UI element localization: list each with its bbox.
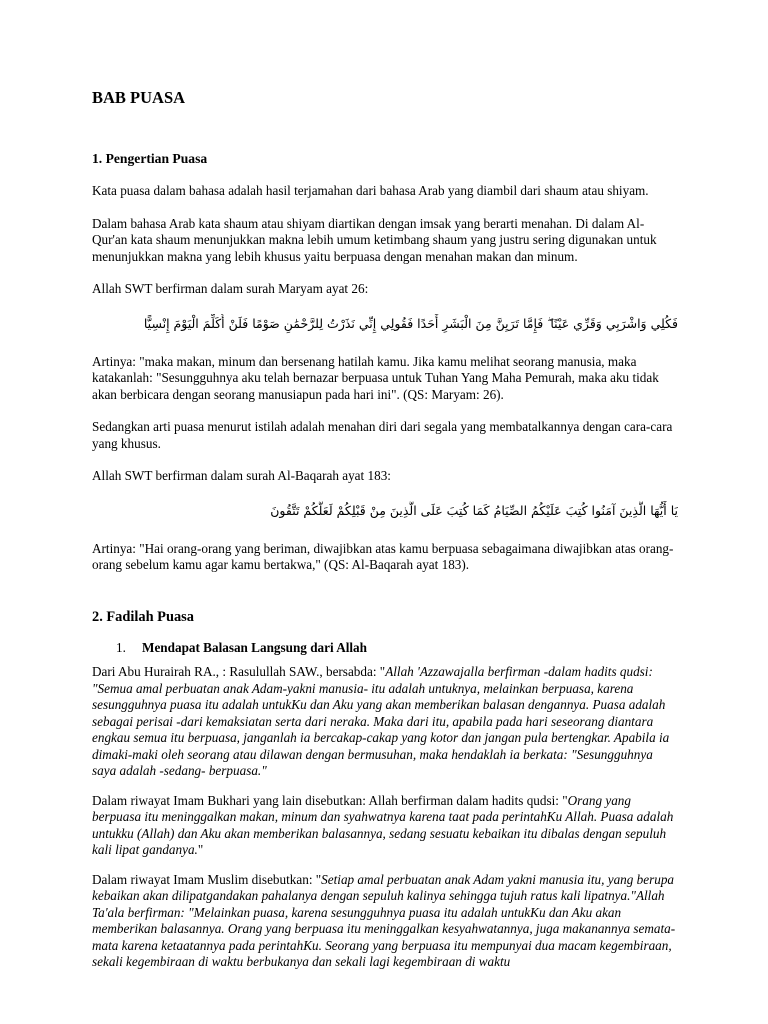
hadith-quote: Orang yang berpuasa itu meninggalkan makan, minum dan syahwatnya karena taat pada perintahKu Allah. Puasa adalah untukku (Allah) dan Aku akan memberikan balasannya, sedang sesuatu kebaikan itu dibalas dengan sepuluh kali lipat gandanya. (92, 792, 674, 857)
hadith-intro: Dari Abu Hurairah RA., : Rasulullah SAW., bersabda: " (92, 664, 386, 679)
hadith-intro: Dalam riwayat Imam Bukhari yang lain disebutkan: Allah berfirman dalam hadits qudsi: " (92, 792, 568, 808)
arabic-verse-baqarah-183: يَا أَيُّهَا الَّذِينَ آمَنُوا كُتِبَ عَلَيْكُمُ الصِّيَامُ كَمَا كُتِبَ عَلَى الَّذِينَ مِنْ قَبْلِكُمْ لَعَلَّكُمْ تَتَّقُونَ (270, 502, 678, 518)
arabic-verse-maryam-26: فَكُلِي وَاشْرَبِي وَقَرِّي عَيْنًا ۖ فَإِمَّا تَرَيِنَّ مِنَ الْبَشَرِ أَحَدًا فَقُولِي إِنِّي نَذَرْتُ لِلرَّحْمَٰنِ صَوْمًا فَلَنْ أُكَلِّمَ الْيَوْمَ إِنْسِيًّا (143, 315, 678, 331)
hadith-quote: Allah 'Azzawajalla berfirman -dalam hadits qudsi: "Semua amal perbuatan anak Adam-yakni manusia- itu adalah untuknya, melainkan berpuasa, karena sesungguhnya puasa itu adalah untukKu dan Aku yang akan memberikan balasan dengannya. Puasa adalah sebagai perisai -dari kemaksiatan serta dari neraka. Maka dari itu, apabila pada hari seseorang diantara engkau semua itu berpuasa, janganlah ia bercakap-cakap yang kotor dan jangan pula bertengkar. Apabila ia dimaki-maki oleh seorang atau dilawan dengan bermusuhan, maka hendaklah ia berkata: "Sesungguhnya saya adalah -sedang- berpuasa." (92, 664, 670, 778)
paragraph: Artinya: "Hai orang-orang yang beriman, diwajibkan atas kamu berpuasa sebagaimana diwajibkan atas orang-orang sebelum kamu agar kamu bertakwa," (QS: Al-Baqarah ayat 183). (92, 540, 674, 572)
paragraph: Allah SWT berfirman dalam surah Maryam ayat 26: (92, 281, 369, 296)
list-item-number: 1. (116, 639, 126, 655)
list-item (92, 640, 678, 657)
numbered-list (92, 640, 678, 657)
page-title: BAB PUASA (92, 88, 186, 107)
spacer (92, 590, 678, 608)
paragraph: Sedangkan arti puasa menurut istilah adalah menahan diri dari segala yang membatalkannya dengan cara-cara yang khusus. (92, 419, 673, 451)
paragraph: Artinya: "maka makan, minum dan bersenang hatilah kamu. Jika kamu melihat seorang manusia, maka katakanlah: "Sesungguhnya aku telah bernazar berpuasa untuk Tuhan Yang Maha Pemurah, maka aku tidak akan berbicara dengan seorang manusiapun pada hari ini". (QS: Maryam: 26). (92, 353, 659, 402)
paragraph: Kata puasa dalam bahasa adalah hasil terjamahan dari bahasa Arab yang diambil dari shaum atau shiyam. (92, 183, 649, 198)
hadith-paragraph (92, 664, 678, 780)
document-body (92, 88, 678, 984)
hadith-quote: Setiap amal perbuatan anak Adam yakni manusia itu, yang berupa kebaikan akan dilipatgandakan pahalanya dengan sepuluh kalinya sehingga tujuh ratus kali lipatnya."Allah Ta'ala berfirman: "Melainkan puasa, karena sesungguhnya puasa itu adalah untukKu dan Aku akan memberikan balasannya. Orang yang berpuasa itu meninggalkan kesyahwatannya, juga makanannya semata-mata karena ketaatannya pada perintahKu. Seorang yang berpuasa itu mempunyai dua macam kegembiraan, sekali kegembiraan di waktu berbukanya dan sekali lagi kegembiraan di waktu (92, 871, 676, 969)
hadith-paragraph (92, 793, 678, 859)
paragraph: Allah SWT berfirman dalam surah Al-Baqarah ayat 183: (92, 468, 391, 483)
hadith-intro: Dalam riwayat Imam Muslim disebutkan: " (92, 871, 322, 887)
hadith-paragraph (92, 872, 678, 971)
list-item-label: Mendapat Balasan Langsung dari Allah (142, 639, 367, 655)
section-heading-fadilah: 2. Fadilah Puasa (92, 608, 194, 625)
hadith-close: " (197, 842, 204, 857)
paragraph: Dalam bahasa Arab kata shaum atau shiyam diartikan dengan imsak yang berarti menahan. Di dalam Al-Qur'an kata shaum menunjukkan makna lebih umum ketimbang shaum yang justru sering digunakan untuk menunjukkan makna yang lebih khusus yaitu berpuasa dengan menahan makan dan minum. (92, 215, 657, 264)
section-heading-pengertian: 1. Pengertian Puasa (92, 151, 208, 166)
